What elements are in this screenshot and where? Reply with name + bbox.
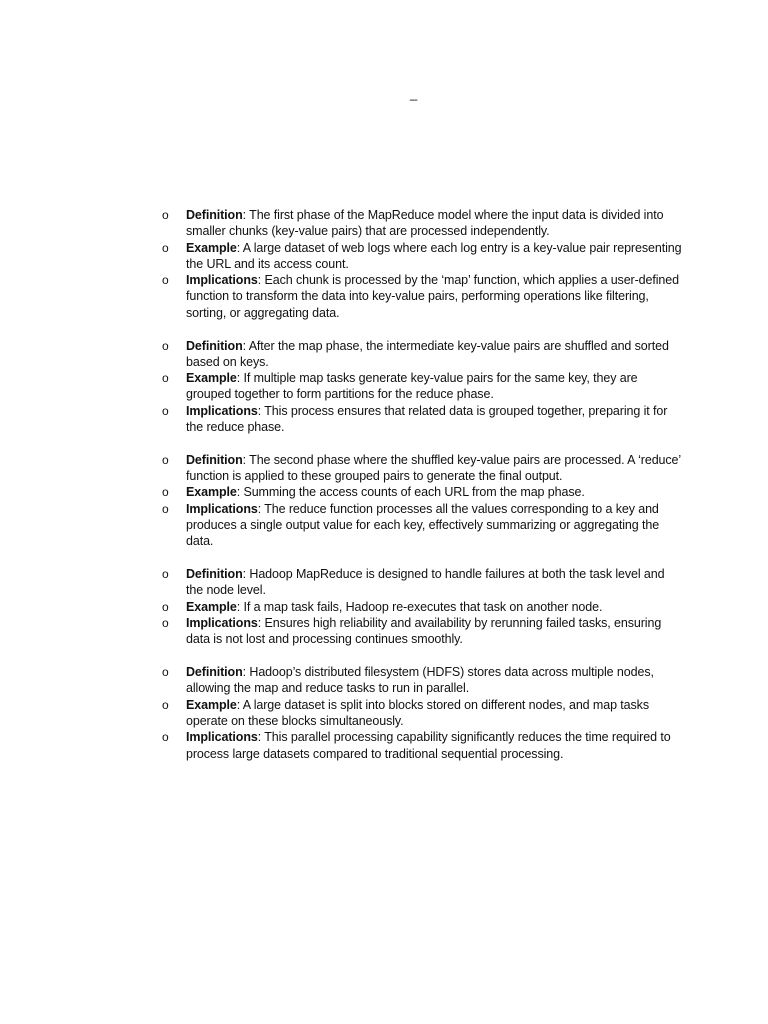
item-text: : A large dataset is split into blocks stored on different nodes, and map tasks operate on these blocks simultaneously. xyxy=(186,697,649,729)
item-text: : If a map task fails, Hadoop re-executes that task on another node. xyxy=(236,599,603,614)
term-label: Definition xyxy=(186,665,243,680)
term-label: Example xyxy=(186,599,237,614)
item-text: : After the map phase, the intermediate key-value pairs are shuffled and sorted based on keys. xyxy=(186,338,669,369)
bullet-group-map-phase xyxy=(162,207,682,321)
bullet-circle-icon: o xyxy=(162,371,169,386)
term-label: Definition xyxy=(186,567,243,582)
item-text: : A large dataset of web logs where each log entry is a key-value pair representing the URL and its access count. xyxy=(186,240,682,271)
list-item-example xyxy=(162,370,682,403)
item-text: : Each chunk is processed by the ‘map’ function, which applies a user-defined function to transform the data into key-value pairs, performing operations like filtering, sorting, or aggregating data. xyxy=(186,273,679,320)
item-text: : The second phase where the shuffled key-value pairs are processed. A ‘reduce’ function is applied to these grouped pairs to generate the final output. xyxy=(186,452,681,484)
term-label: Example xyxy=(186,371,237,386)
bullet-circle-icon: o xyxy=(162,273,169,288)
term-label: Definition xyxy=(186,208,243,222)
list-item-definition xyxy=(162,338,682,371)
term-label: Example xyxy=(186,485,237,500)
term-label: Implications xyxy=(186,730,258,745)
bullet-circle-icon: o xyxy=(162,730,169,745)
item-text: : The first phase of the MapReduce model where the input data is divided into smaller chunks (key-value pairs) that are processed independently. xyxy=(186,208,664,239)
bullet-group-reduce-phase xyxy=(162,452,682,550)
page-header-mark: _ xyxy=(410,86,418,101)
bullet-circle-icon: o xyxy=(162,403,169,418)
term-label: Implications xyxy=(186,403,258,418)
list-item-implications xyxy=(162,729,682,762)
term-label: Definition xyxy=(186,452,243,467)
list-item-definition xyxy=(162,566,682,599)
list-item-implications xyxy=(162,272,682,321)
item-text: : If multiple map tasks generate key-value pairs for the same key, they are grouped together to form partitions for the reduce phase. xyxy=(186,371,638,402)
bullet-circle-icon: o xyxy=(162,485,169,500)
bullet-group-shuffle-sort xyxy=(162,338,682,436)
item-text: : This process ensures that related data is grouped together, preparing it for the reduce phase. xyxy=(186,403,668,435)
bullet-circle-icon: o xyxy=(162,599,169,614)
list-item-implications xyxy=(162,403,682,436)
item-text: : Summing the access counts of each URL from the map phase. xyxy=(236,485,585,500)
item-text: : Hadoop MapReduce is designed to handle failures at both the task level and the node level. xyxy=(186,567,665,598)
item-text: : Hadoop’s distributed filesystem (HDFS) stores data across multiple nodes, allowing the map and reduce tasks to run in parallel. xyxy=(186,665,654,696)
list-item-definition xyxy=(162,207,682,240)
list-item-example xyxy=(162,697,682,730)
list-item-example xyxy=(162,599,682,615)
bullet-circle-icon: o xyxy=(162,665,169,680)
item-text: : This parallel processing capability significantly reduces the time required to process large datasets compared to traditional sequential processing. xyxy=(186,730,671,761)
bullet-circle-icon: o xyxy=(162,338,169,353)
bullet-circle-icon: o xyxy=(162,208,169,222)
term-label: Implications xyxy=(186,273,258,288)
document-body xyxy=(162,207,682,778)
list-item-implications xyxy=(162,501,682,550)
bullet-group-fault-tolerance xyxy=(162,566,682,647)
term-label: Example xyxy=(186,697,237,712)
item-text: : The reduce function processes all the values corresponding to a key and produces a single output value for each key, effectively summarizing or aggregating the data. xyxy=(186,501,660,549)
bullet-circle-icon: o xyxy=(162,452,169,467)
bullet-circle-icon: o xyxy=(162,567,169,582)
list-item-example xyxy=(162,484,682,500)
term-label: Definition xyxy=(186,338,243,353)
term-label: Implications xyxy=(186,616,258,631)
term-label: Implications xyxy=(186,501,258,516)
bullet-circle-icon: o xyxy=(162,240,169,255)
list-item-example xyxy=(162,240,682,273)
bullet-circle-icon: o xyxy=(162,501,169,516)
bullet-circle-icon: o xyxy=(162,616,169,631)
list-item-implications xyxy=(162,615,682,648)
list-item-definition xyxy=(162,452,682,485)
bullet-group-parallel-processing xyxy=(162,664,682,762)
bullet-circle-icon: o xyxy=(162,697,169,712)
item-text: : Ensures high reliability and availability by rerunning failed tasks, ensuring data is not lost and processing continues smoothly. xyxy=(186,616,662,647)
list-item-definition xyxy=(162,664,682,697)
term-label: Example xyxy=(186,240,237,255)
